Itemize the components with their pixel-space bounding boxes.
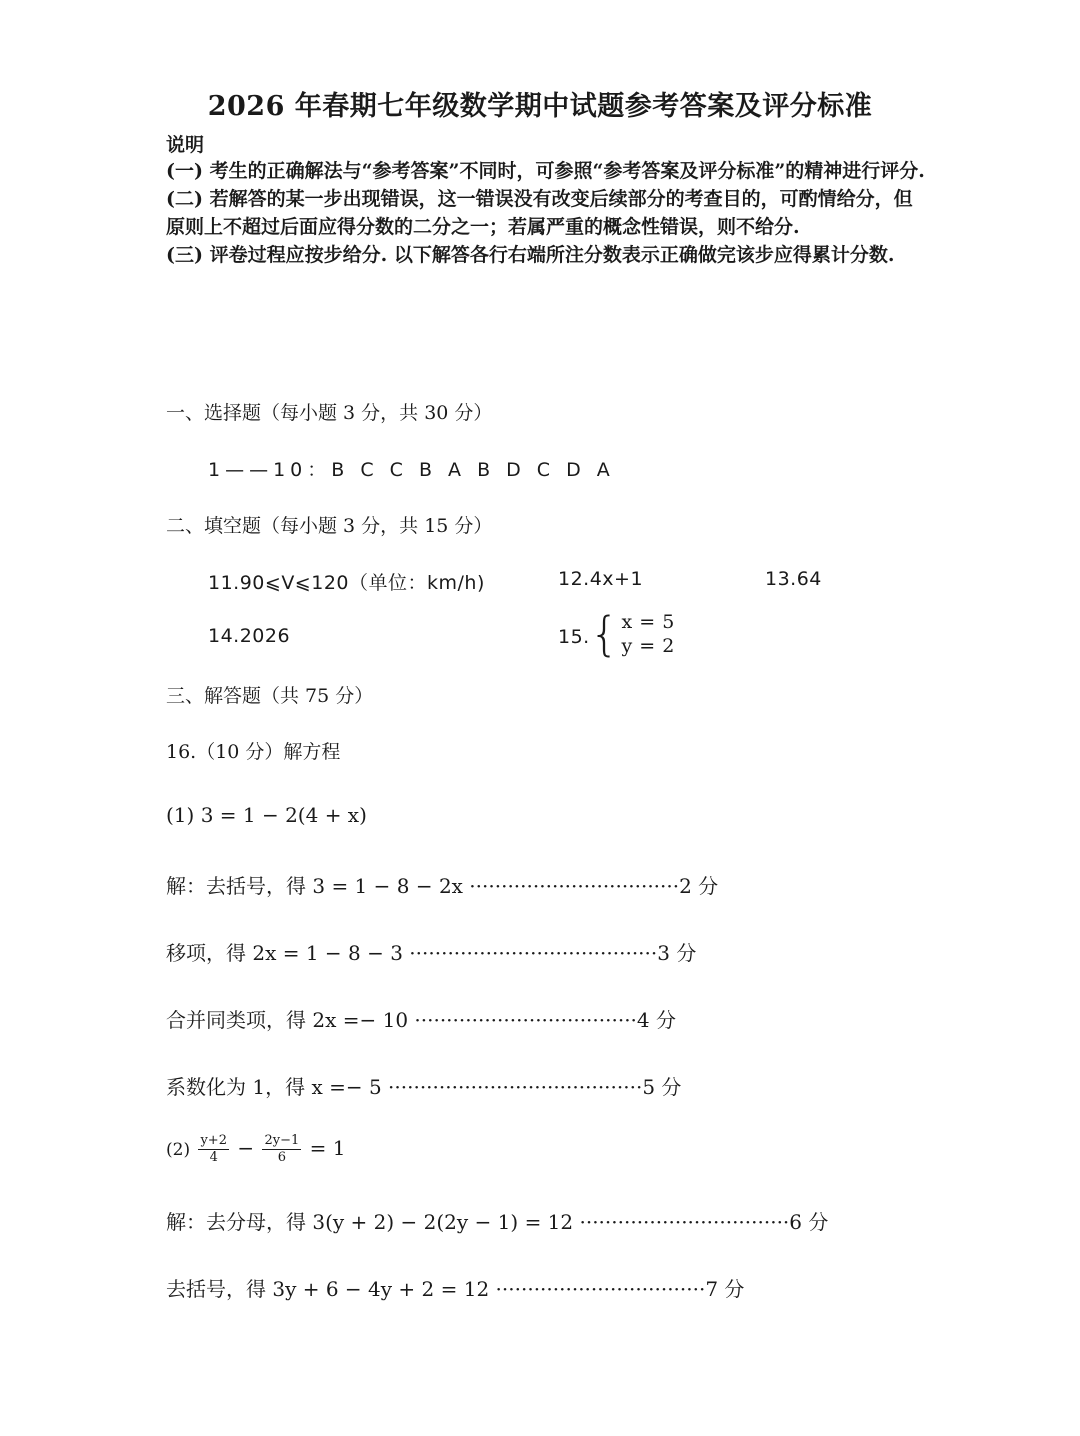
fraction-numerator: 2y−1: [264, 1133, 300, 1148]
fraction-numerator: y+2: [200, 1133, 227, 1148]
fraction: [262, 1133, 301, 1166]
answer-11: 11.90⩽V⩽120（单位：km/h): [208, 572, 485, 594]
answer-13: 13.64: [765, 568, 822, 590]
brace-symbol: {: [589, 607, 620, 661]
choice-answers: 1——10：B C C B A B D C D A: [208, 459, 615, 481]
page-title: 2026 年春期七年级数学期中试题参考答案及评分标准: [207, 91, 873, 122]
fraction: [198, 1133, 229, 1166]
equation-rhs: = 1: [309, 1136, 346, 1160]
answer-15-label: 15.: [558, 626, 590, 648]
note-item: (三) 评卷过程应按步给分. 以下解答各行右端所注分数表示正确做完该步应得累计分数.: [166, 244, 895, 266]
system-eq-x: x = 5: [621, 611, 675, 633]
answer-12: 12.4x+1: [558, 568, 644, 590]
system-eq-y: y = 2: [621, 635, 675, 657]
step-line: 移项，得 2x = 1 − 8 − 3 ·······································3 分: [166, 941, 697, 965]
fraction-denominator: 6: [277, 1150, 286, 1165]
notes-block: [166, 157, 926, 269]
problem-1: (1) 3 = 1 − 2(4 + x): [166, 803, 367, 827]
step-line: 系数化为 1，得 x =− 5 ········································5 分: [166, 1075, 682, 1099]
step-line: 去括号，得 3y + 6 − 4y + 2 = 12 ·································7 分: [166, 1277, 745, 1301]
problem-2-label: (2): [166, 1140, 191, 1160]
equation-system: [622, 610, 675, 658]
answer-15: [558, 607, 675, 661]
step-line: 解：去分母，得 3(y + 2) − 2(2y − 1) = 12 ·································6 分: [166, 1210, 829, 1234]
section-fill-heading: 二、填空题（每小题 3 分，共 15 分）: [166, 515, 493, 537]
section-solve-heading: 三、解答题（共 75 分）: [166, 685, 374, 707]
step-line: 解：去括号，得 3 = 1 − 8 − 2x ·································2 分: [166, 874, 719, 898]
note-item: (二) 若解答的某一步出现错误，这一错误没有改变后续部分的考查目的，可酌情给分，但原则上不超过后面应得分数的二分之一；若属严重的概念性错误，则不给分.: [166, 188, 913, 238]
step-line: 合并同类项，得 2x =− 10 ···································4 分: [166, 1008, 676, 1032]
minus-sign: −: [237, 1136, 255, 1160]
notes-heading: 说明: [166, 134, 205, 156]
problem-2: [166, 1133, 345, 1166]
note-item: (一) 考生的正确解法与“参考答案”不同时，可参照“参考答案及评分标准”的精神进行评分.: [166, 160, 925, 182]
fraction-denominator: 4: [209, 1150, 218, 1165]
question-16: 16.（10 分）解方程: [166, 741, 341, 763]
section-choice-heading: 一、选择题（每小题 3 分，共 30 分）: [166, 402, 493, 424]
answer-14: 14.2026: [208, 625, 291, 647]
